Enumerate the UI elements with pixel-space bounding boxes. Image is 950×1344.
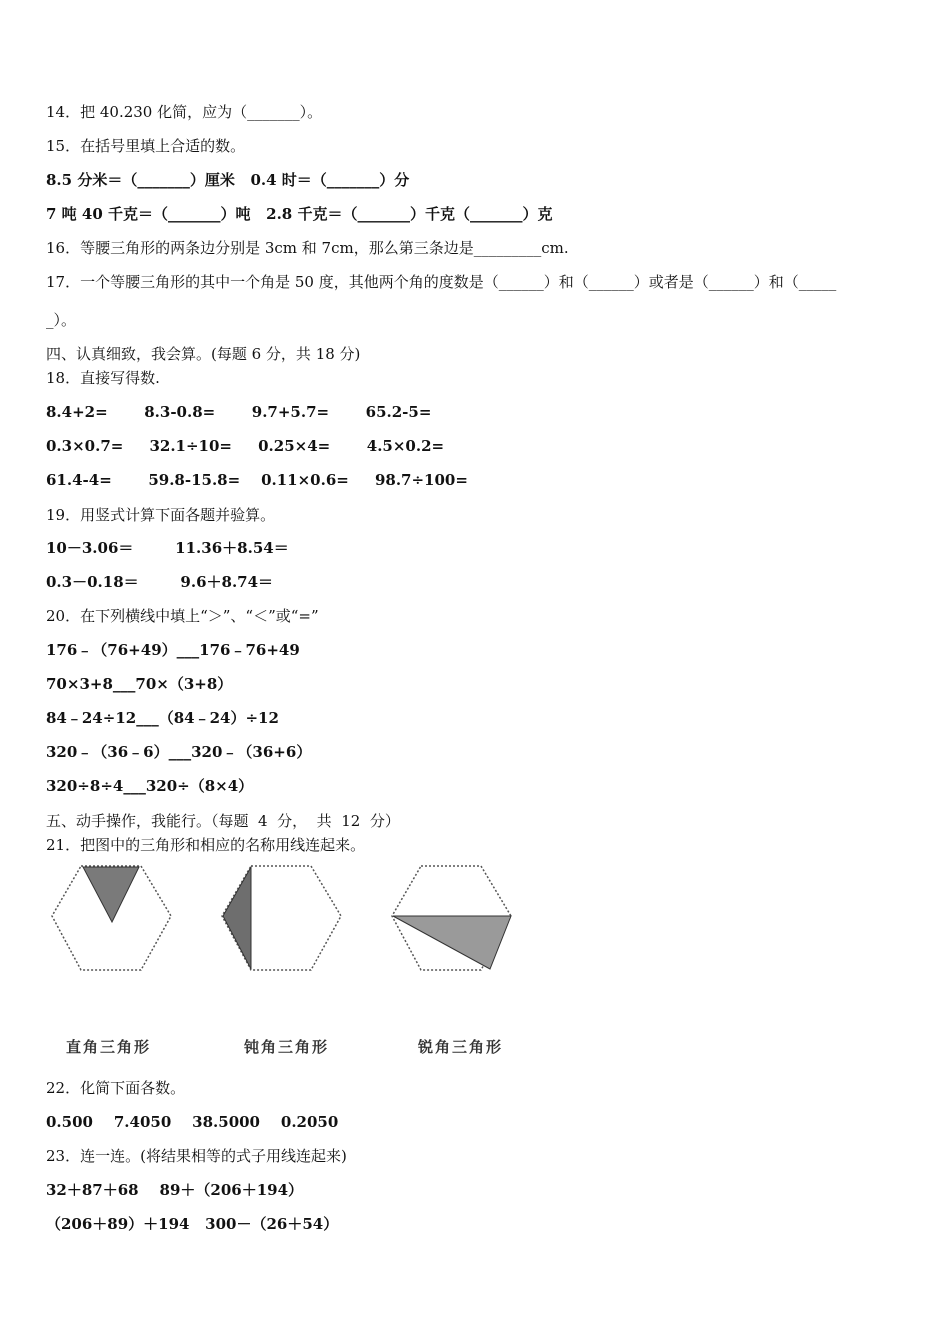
q20-row-d: 320﹣（36﹣6）___320﹣（36+6）: [46, 743, 312, 761]
q16: 16．等腰三角形的两条边分别是 3cm 和 7cm，那么第三条边是_________cm.: [46, 239, 569, 257]
q20-row-a: 176﹣（76+49）___176﹣76+49: [46, 641, 300, 659]
q18: 18．直接写得数.: [46, 369, 160, 387]
label-obtuse-triangle: 钝角三角形: [244, 1038, 330, 1056]
q19: 19．用竖式计算下面各题并验算。: [46, 506, 276, 524]
hexagon-right-figure: [222, 866, 341, 970]
q19-row-b: 0.3－0.18＝ 9.6＋8.74＝: [46, 573, 274, 591]
q23-row-a: 32＋87＋68 89＋（206＋194）: [46, 1181, 304, 1199]
q18-row-b: 0.3×0.7= 32.1÷10= 0.25×4= 4.5×0.2=: [46, 437, 445, 455]
section-5-heading: 五、动手操作，我能行。（每题 4 分， 共 12 分）: [46, 812, 400, 830]
section-4-heading: 四、认真细致，我会算。(每题 6 分，共 18 分): [46, 345, 361, 363]
q20-row-b: 70×3+8___70×（3+8）: [46, 675, 233, 693]
q18-row-a: 8.4+2= 8.3-0.8= 9.7+5.7= 65.2-5=: [46, 403, 432, 421]
q22: 22．化简下面各数。: [46, 1079, 186, 1097]
q22-values: 0.500 7.4050 38.5000 0.2050: [46, 1113, 339, 1131]
q23-row-b: （206＋89）＋194 300－（26＋54）: [46, 1215, 339, 1233]
q21: 21．把图中的三角形和相应的名称用线连起来。: [46, 836, 366, 854]
q20-row-c: 84﹣24÷12___（84﹣24）÷12: [46, 709, 279, 727]
q20: 20．在下列横线中填上“＞”、“＜”或“=”: [46, 607, 319, 625]
hexagon-obtuse-figure: [392, 866, 511, 970]
q19-row-a: 10－3.06＝ 11.36＋8.54＝: [46, 539, 289, 557]
q15-line-a: 8.5 分米＝（_______）厘米 0.4 时＝（_______）分: [46, 171, 410, 189]
q23: 23．连一连。(将结果相等的式子用线连起来): [46, 1147, 347, 1165]
q17-line-b: _）。: [46, 311, 77, 329]
q15: 15．在括号里填上合适的数。: [46, 137, 246, 155]
q14: 14．把 40.230 化简，应为（_______）。: [46, 103, 323, 121]
q18-row-c: 61.4-4= 59.8-15.8= 0.11×0.6= 98.7÷100=: [46, 471, 468, 489]
label-right-triangle: 直角三角形: [66, 1038, 152, 1056]
q20-row-e: 320÷8÷4___320÷（8×4）: [46, 777, 254, 795]
label-acute-triangle: 锐角三角形: [418, 1038, 504, 1056]
hexagon-acute-figure: [52, 866, 171, 970]
q17-line-a: 17．一个等腰三角形的其中一个角是 50 度，其他两个角的度数是（______）和（______）或者是（______）和（_____: [46, 273, 837, 291]
q15-line-b: 7 吨 40 千克＝（_______）吨 2.8 千克＝（_______）千克（_______）克: [46, 205, 553, 223]
q21-hexagon-figures: [46, 858, 526, 988]
